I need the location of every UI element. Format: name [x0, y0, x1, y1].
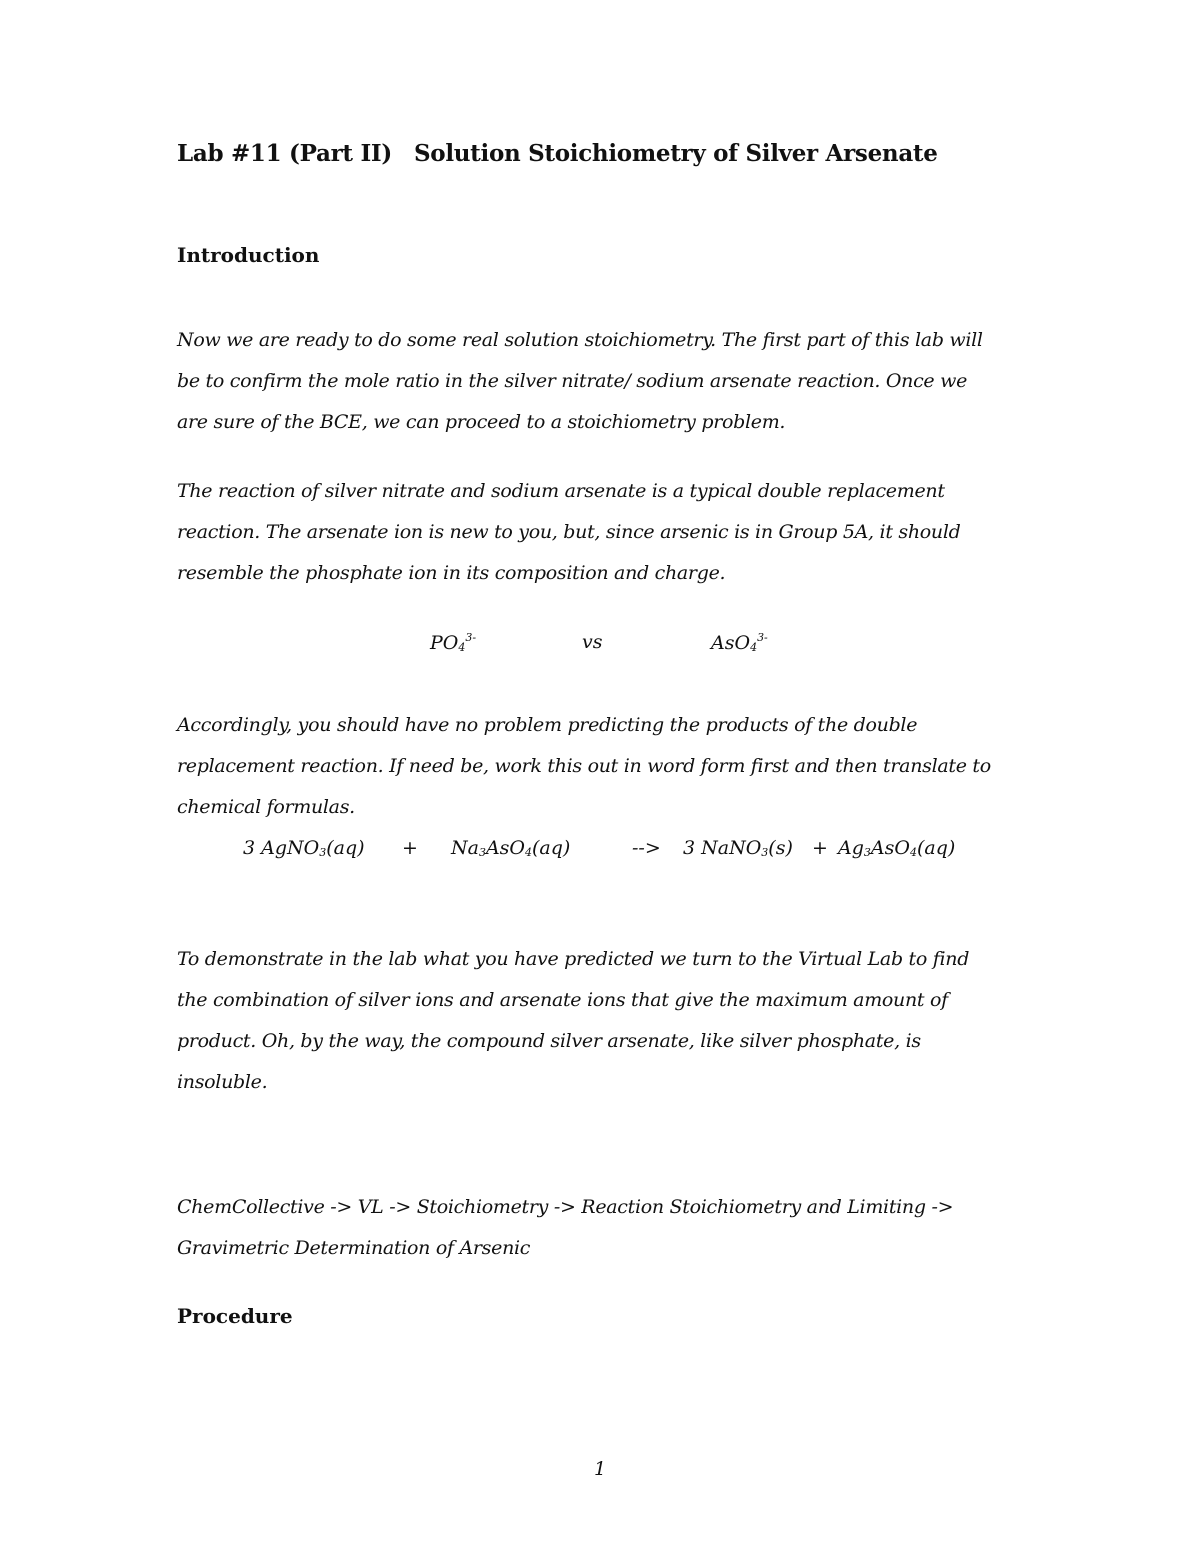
introduction-heading: Introduction: [177, 243, 320, 267]
paragraph-line: chemical formulas.: [177, 796, 355, 818]
intro-paragraph-4: [177, 939, 1037, 1103]
page-number: 1: [594, 1458, 607, 1480]
formula-charge: 3-: [757, 631, 768, 644]
path-line: Gravimetric Determination of Arsenic: [177, 1237, 531, 1259]
paragraph-line: To demonstrate in the lab what you have predicted we turn to the Virtual Lab to find: [177, 948, 970, 970]
path-line: ChemCollective -> VL -> Stoichiometry -> Reaction Stoichiometry and Limiting ->: [177, 1196, 954, 1218]
formula-subscript: 4: [909, 846, 917, 859]
paragraph-line: Accordingly, you should have no problem predicting the products of the double: [177, 714, 918, 736]
procedure-heading: Procedure: [177, 1304, 293, 1328]
intro-paragraph-3: [177, 705, 1037, 828]
intro-paragraph-2: [177, 471, 1037, 594]
title-lab-number: Lab #11 (Part II): [177, 140, 392, 167]
formula-subscript: 4: [458, 641, 466, 654]
formula-base: 3 NaNO: [683, 837, 762, 859]
arsenate-ion-formula: [711, 631, 768, 654]
paragraph-line: are sure of the BCE, we can proceed to a stoichiometry problem.: [177, 411, 786, 433]
paragraph-line: Now we are ready to do some real solution stoichiometry. The first part of this lab will: [177, 329, 983, 351]
paragraph-line: reaction. The arsenate ion is new to you, but, since arsenic is in Group 5A, it should: [177, 521, 961, 543]
formula-base: Ag: [838, 837, 864, 859]
formula-base: Na: [451, 837, 479, 859]
formula-base: AsO: [485, 837, 526, 859]
formula-subscript: 3: [478, 846, 486, 859]
paragraph-line: The reaction of silver nitrate and sodium arsenate is a typical double replacement: [177, 480, 945, 502]
formula-subscript: 3: [761, 846, 769, 859]
formula-base: 3 AgNO: [243, 837, 320, 859]
reaction-arrow: -->: [632, 837, 661, 859]
formula-base: PO: [430, 632, 459, 654]
formula-charge: 3-: [465, 631, 477, 644]
formula-subscript: 4: [525, 846, 533, 859]
versus-label: vs: [582, 631, 603, 653]
paragraph-line: insoluble.: [177, 1071, 268, 1093]
paragraph-line: the combination of silver ions and arsenate ions that give the maximum amount of: [177, 989, 948, 1011]
paragraph-line: product. Oh, by the way, the compound silver arsenate, like silver phosphate, is: [177, 1030, 921, 1052]
formula-state: (aq): [532, 837, 571, 859]
paragraph-line: be to confirm the mole ratio in the silver nitrate/ sodium arsenate reaction. Once we: [177, 370, 968, 392]
formula-state: (aq): [916, 837, 956, 859]
document-title: [177, 140, 938, 167]
plus-sign: +: [402, 837, 418, 859]
paragraph-line: replacement reaction. If need be, work this out in word form first and then translate to: [177, 755, 991, 777]
title-subject: Solution Stoichiometry of Silver Arsenate: [413, 140, 938, 167]
paragraph-line: resemble the phosphate ion in its composition and charge.: [177, 562, 726, 584]
formula-base: AsO: [870, 837, 910, 859]
formula-base: AsO: [711, 632, 751, 654]
phosphate-ion-formula: [430, 631, 476, 654]
virtual-lab-path: [177, 1187, 1037, 1269]
formula-subscript: 3: [863, 846, 871, 859]
plus-sign: +: [812, 837, 828, 859]
formula-subscript: 3: [319, 846, 327, 859]
reactant-silver-nitrate: [243, 837, 365, 859]
intro-paragraph-1: [177, 320, 1037, 443]
formula-state: (aq): [326, 837, 365, 859]
reactant-sodium-arsenate: [451, 837, 570, 859]
product-sodium-nitrate: [683, 837, 793, 859]
formula-state: (s): [768, 837, 793, 859]
formula-subscript: 4: [750, 641, 758, 654]
product-silver-arsenate: [838, 837, 955, 859]
